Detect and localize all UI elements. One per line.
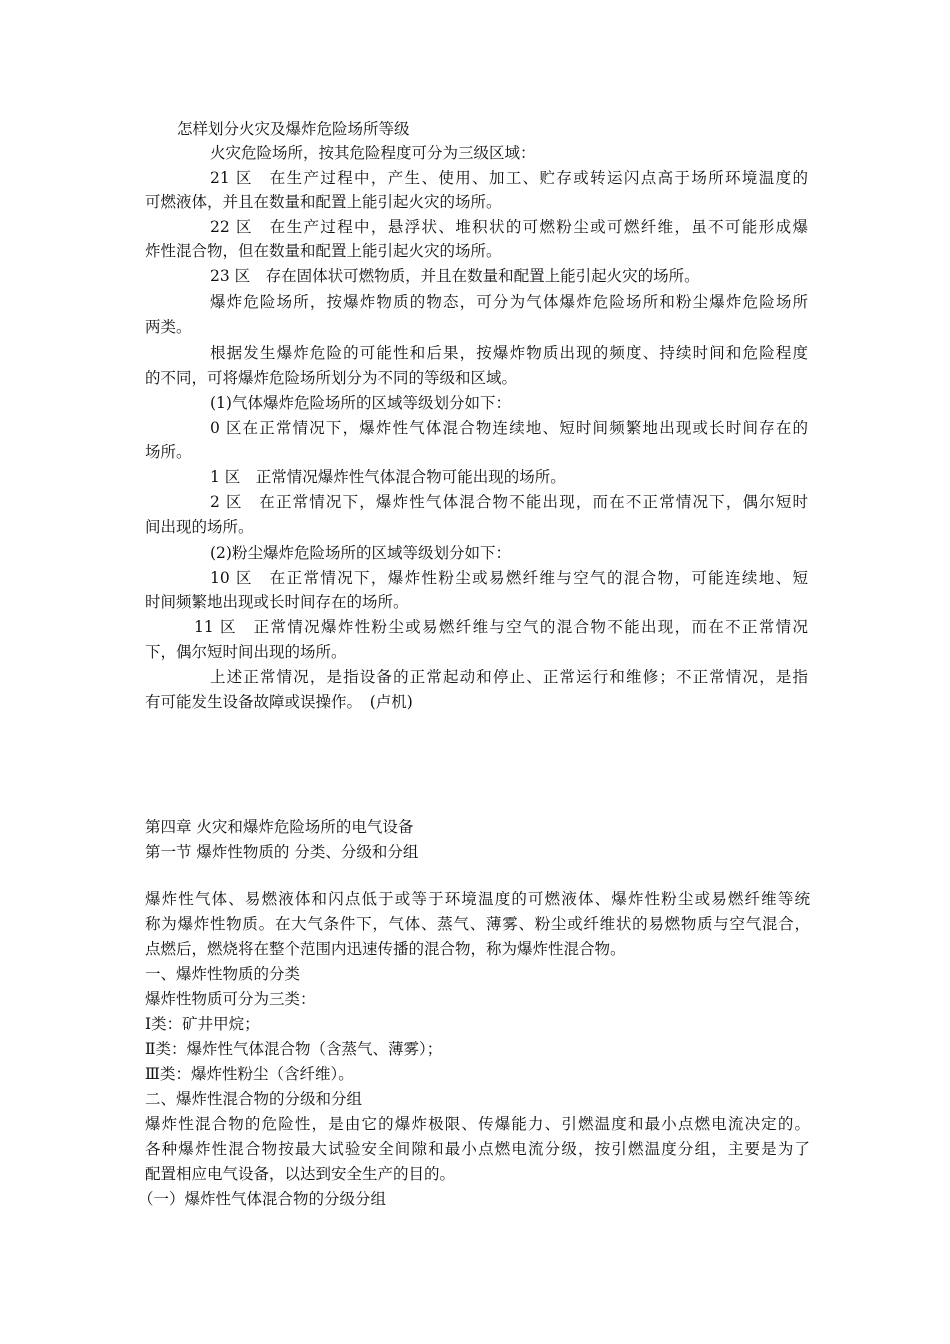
- paragraph-line: 炸性混合物，但在数量和配置上能引起火灾的场所。: [145, 242, 502, 260]
- paragraph-line: 2 区 在正常情况下，爆炸性气体混合物不能出现，而在不正常情况下，偶尔短时: [210, 493, 808, 511]
- paragraph-line: 各种爆炸性混合物按最大试验安全间隙和最小点燃电流分级，按引燃温度分组，主要是为了: [145, 1140, 810, 1158]
- paragraph-line: 1 区 正常情况爆炸性气体混合物可能出现的场所。: [210, 468, 566, 486]
- paragraph-line: 的不同，可将爆炸危险场所划分为不同的等级和区域。: [145, 369, 518, 387]
- list-item: Ⅱ类：爆炸性气体混合物（含蒸气、薄雾）；: [145, 1040, 443, 1058]
- subheading: （一）爆炸性气体混合物的分级分组: [138, 1190, 387, 1208]
- paragraph-line: (1)气体爆炸危险场所的区域等级划分如下：: [210, 394, 511, 412]
- paragraph-line: 两类。: [145, 318, 192, 336]
- paragraph-line: 配置相应电气设备，以达到安全生产的目的。: [145, 1165, 456, 1183]
- paragraph-line: 下，偶尔短时间出现的场所。: [145, 643, 347, 661]
- section-heading: 第一节 爆炸性物质的 分类、分级和分组: [145, 843, 419, 861]
- paragraph-line: 间出现的场所。: [145, 518, 254, 536]
- paragraph-line: 火灾危险场所，按其危险程度可分为三级区域：: [210, 144, 536, 162]
- paragraph-line: (2)粉尘爆炸危险场所的区域等级划分如下：: [210, 544, 511, 562]
- article-title: 怎样划分火灾及爆炸危险场所等级: [177, 120, 410, 138]
- chapter-heading: 第四章 火灾和爆炸危险场所的电气设备: [145, 818, 414, 836]
- subheading: 二、爆炸性混合物的分级和分组: [145, 1090, 363, 1108]
- list-item: Ⅲ类：爆炸性粉尘（含纤维）。: [145, 1065, 354, 1083]
- paragraph-line: 22 区 在生产过程中，悬浮状、堆积状的可燃粉尘或可燃纤维，虽不可能形成爆: [210, 218, 808, 236]
- paragraph-line: 时间频繁地出现或长时间存在的场所。: [145, 593, 409, 611]
- paragraph-line: 称为爆炸性物质。在大气条件下，气体、蒸气、薄雾、粉尘或纤维状的易燃物质与空气混合，: [145, 915, 810, 933]
- paragraph-line: 点燃后，燃烧将在整个范围内迅速传播的混合物，称为爆炸性混合物。: [145, 940, 626, 958]
- paragraph-line: 11 区 正常情况爆炸性粉尘或易燃纤维与空气的混合物不能出现，而在不正常情况: [194, 618, 808, 636]
- paragraph-line: 23 区 存在固体状可燃物质，并且在数量和配置上能引起火灾的场所。: [210, 267, 700, 285]
- paragraph-line: 场所。: [145, 443, 192, 461]
- paragraph-line: 10 区 在正常情况下，爆炸性粉尘或易燃纤维与空气的混合物，可能连续地、短: [210, 569, 808, 587]
- paragraph-line: 爆炸性混合物的危险性，是由它的爆炸极限、传爆能力、引燃温度和最小点燃电流决定的。: [145, 1115, 810, 1133]
- list-item: Ⅰ类：矿井甲烷；: [145, 1015, 260, 1033]
- paragraph-line: 上述正常情况，是指设备的正常起动和停止、正常运行和维修；不正常情况，是指: [210, 668, 808, 686]
- paragraph-line: 21 区 在生产过程中，产生、使用、加工、贮存或转运闪点高于场所环境温度的: [210, 169, 808, 187]
- paragraph-line: 爆炸性物质可分为三类：: [145, 990, 316, 1008]
- paragraph-line: 爆炸危险场所，按爆炸物质的物态，可分为气体爆炸危险场所和粉尘爆炸危险场所: [210, 293, 808, 311]
- paragraph-line: 有可能发生设备故障或误操作。 (卢机): [145, 693, 413, 711]
- paragraph-line: 爆炸性气体、易燃液体和闪点低于或等于环境温度的可燃液体、爆炸性粉尘或易燃纤维等统: [145, 890, 810, 908]
- paragraph-line: 可燃液体，并且在数量和配置上能引起火灾的场所。: [145, 193, 502, 211]
- paragraph-line: 0 区在正常情况下，爆炸性气体混合物连续地、短时间频繁地出现或长时间存在的: [210, 419, 808, 437]
- paragraph-line: 根据发生爆炸危险的可能性和后果，按爆炸物质出现的频度、持续时间和危险程度: [210, 344, 808, 362]
- subheading: 一、爆炸性物质的分类: [145, 965, 301, 983]
